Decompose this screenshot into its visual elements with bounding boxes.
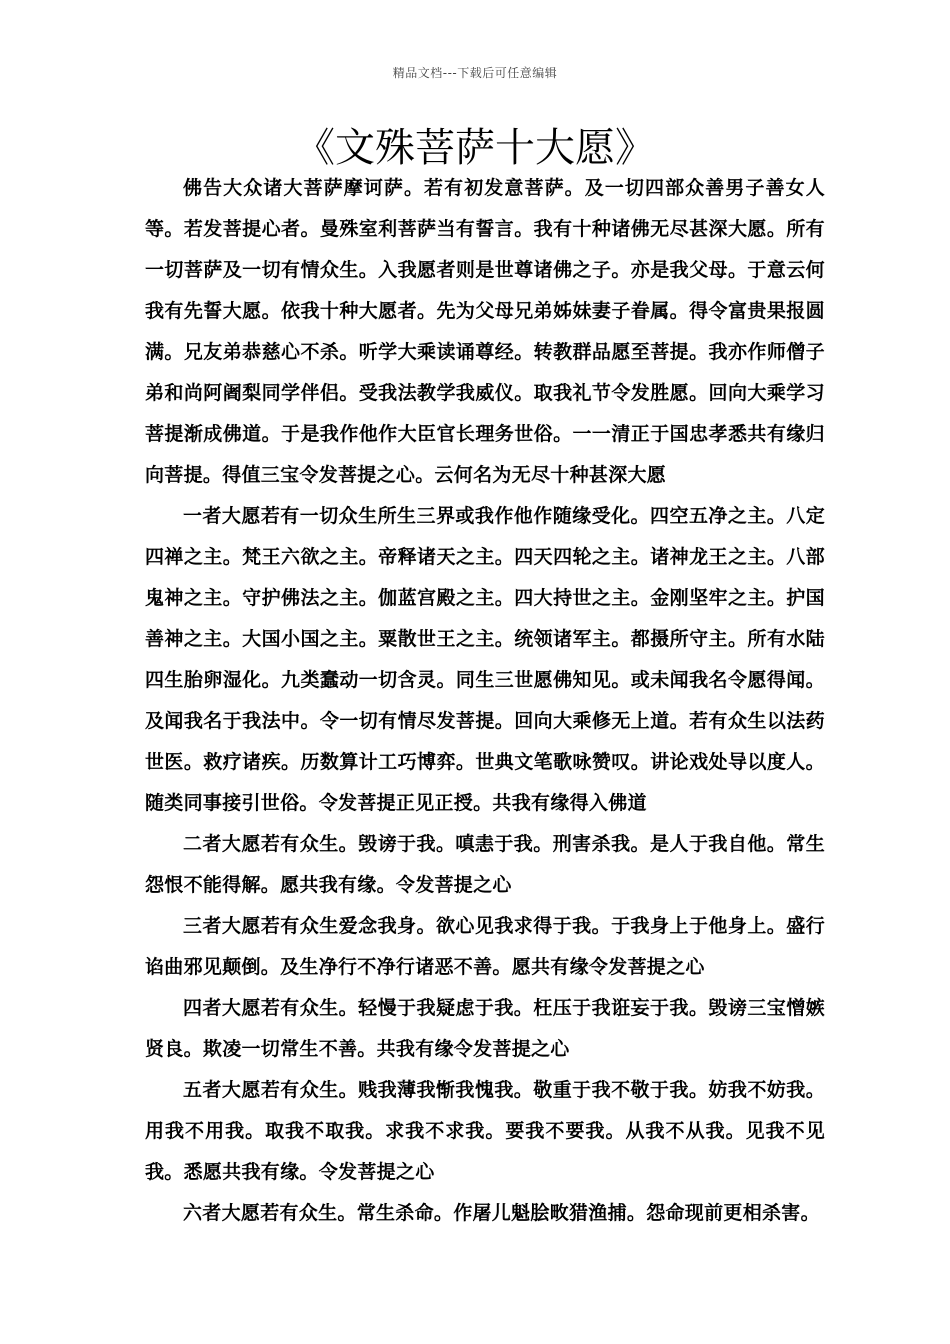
paragraph-vow-3: 三者大愿若有众生爱念我身。欲心见我求得于我。于我身上于他身上。盛行谄曲邪见颠倒。及生净行不净行诸恶不善。愿共有缘令发菩提之心: [145, 915, 825, 978]
paragraph-vow-2: 二者大愿若有众生。毁谤于我。嗔恚于我。刑害杀我。是人于我自他。常生怨恨不能得解。愿共我有缘。令发菩提之心: [145, 833, 825, 896]
paragraph-vow-5: 五者大愿若有众生。贱我薄我惭我愧我。敬重于我不敬于我。妨我不妨我。用我不用我。取我不取我。求我不求我。要我不要我。从我不从我。见我不见我。悉愿共我有缘。令发菩提之心: [145, 1079, 825, 1183]
paragraph-intro: 佛告大众诸大菩萨摩诃萨。若有初发意菩萨。及一切四部众善男子善女人等。若发菩提心者。曼殊室利菩萨当有誓言。我有十种诸佛无尽甚深大愿。所有一切菩萨及一切有情众生。入我愿者则是世尊诸佛之子。亦是我父母。于意云何我有先誓大愿。依我十种大愿者。先为父母兄弟姊妹妻子眷属。得令富贵果报圆满。兄友弟恭慈心不杀。听学大乘读诵尊经。转教群品愿至菩提。我亦作师僧子弟和尚阿阇梨同学伴侣。受我法教学我威仪。取我礼节令发胜愿。回向大乘学习菩提渐成佛道。于是我作他作大臣官长理务世俗。一一清正于国忠孝悉共有缘归向菩提。得值三宝令发菩提之心。云何名为无尽十种甚深大愿: [145, 177, 825, 486]
document-body: [145, 168, 825, 1234]
paragraph-vow-6: 六者大愿若有众生。常生杀命。作屠儿魁脍畋猎渔捕。怨命现前更相杀害。: [183, 1202, 820, 1224]
paragraph-vow-1: 一者大愿若有一切众生所生三界或我作他作随缘受化。四空五净之主。八定四禅之主。梵王六欲之主。帝释诸天之主。四天四轮之主。诸神龙王之主。八部鬼神之主。守护佛法之主。伽蓝宫殿之主。四大持世之主。金刚坚牢之主。护国善神之主。大国小国之主。粟散世王之主。统领诸军主。都摄所守主。所有水陆四生胎卵湿化。九类蠢动一切含灵。同生三世愿佛知见。或未闻我名令愿得闻。及闻我名于我法中。令一切有情尽发菩提。回向大乘修无上道。若有众生以法药世医。救疗诸疾。历数算计工巧博弈。世典文笔歌咏赞叹。讲论戏处导以度人。随类同事接引世俗。令发菩提正见正授。共我有缘得入佛道: [145, 505, 825, 814]
document-title: 《文殊菩萨十大愿》: [295, 125, 655, 171]
paragraph-vow-4: 四者大愿若有众生。轻慢于我疑虑于我。枉压于我诳妄于我。毁谤三宝憎嫉贤良。欺凌一切常生不善。共我有缘令发菩提之心: [145, 997, 825, 1060]
page-header: 精品文档---下载后可任意编辑: [392, 66, 558, 80]
